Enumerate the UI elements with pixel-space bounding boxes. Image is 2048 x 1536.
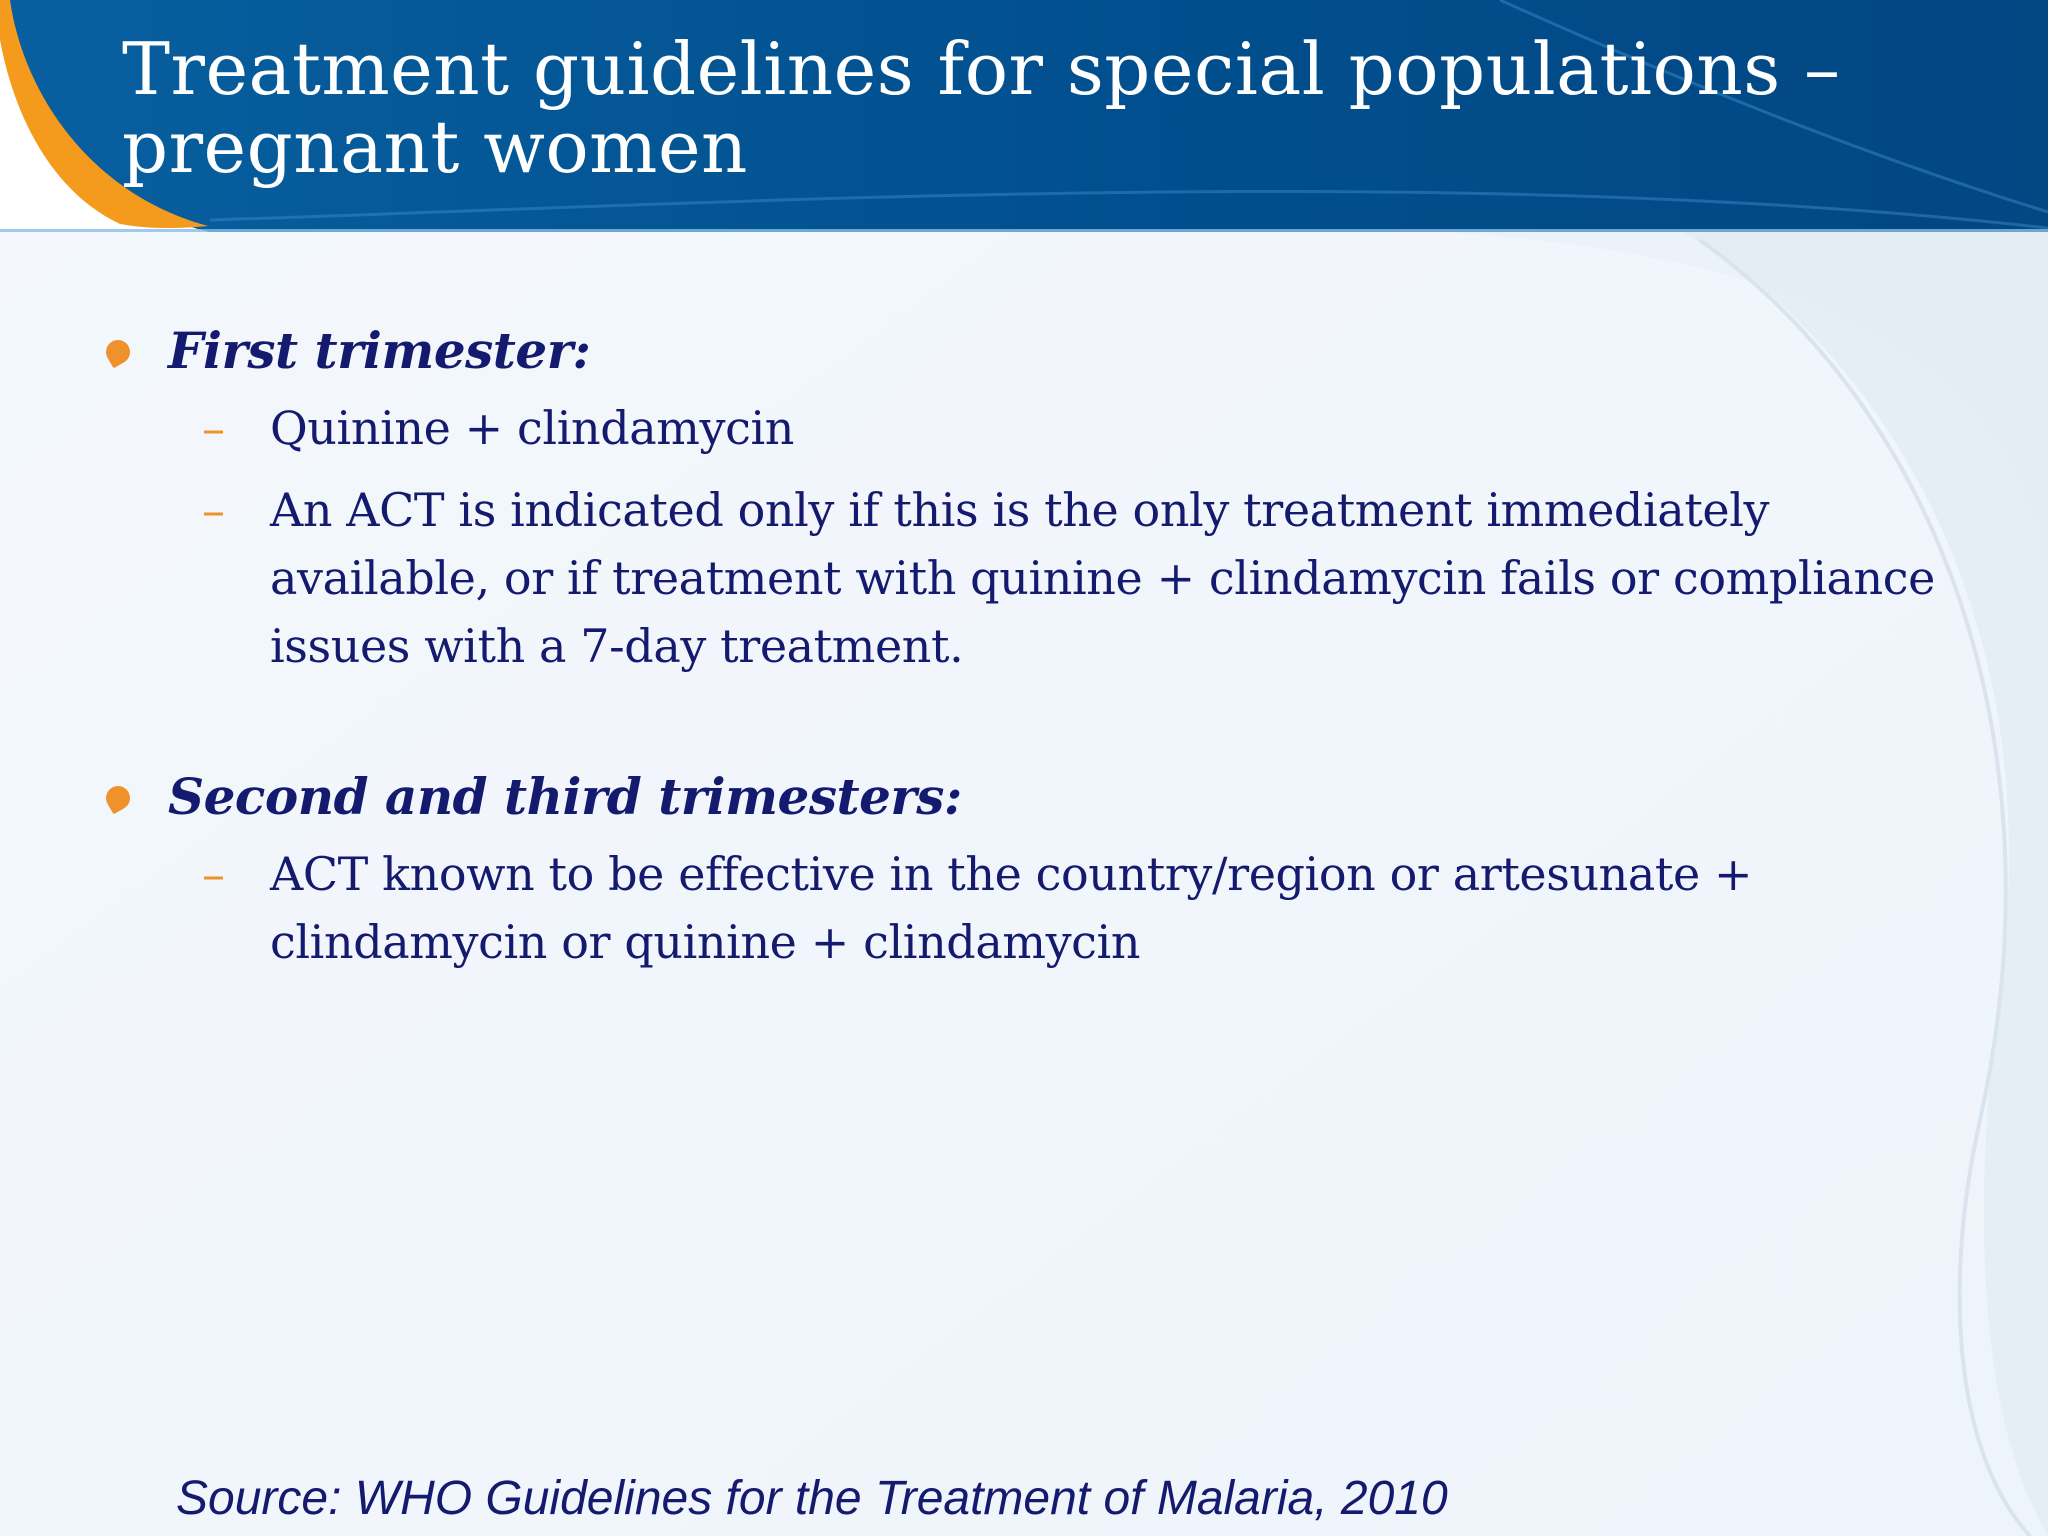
list-item: [168, 476, 1960, 680]
first-trimester-heading: First trimester:: [168, 321, 591, 380]
bullet-second-third-trimesters: [100, 762, 1960, 976]
dash-icon: –: [202, 847, 225, 901]
second-third-trimesters-heading: Second and third trimesters:: [168, 767, 962, 826]
list-item-text: ACT known to be effective in the country/region or artesunate + clindamycin or quinine + clindamycin: [270, 847, 1753, 969]
second-third-trimesters-list: [168, 840, 1960, 976]
slide-title: Treatment guidelines for special populations –pregnant women: [122, 27, 1841, 189]
source-citation: Source: WHO Guidelines for the Treatment of Malaria, 2010: [176, 1472, 1448, 1525]
dash-icon: –: [202, 483, 225, 537]
bullet-dot-icon: [102, 782, 135, 815]
first-trimester-list: [168, 394, 1960, 680]
list-item: [168, 394, 1960, 462]
bullet-dot-icon: [102, 336, 135, 369]
list-item-text: Quinine + clindamycin: [270, 401, 795, 455]
list-item: [168, 840, 1960, 976]
bullet-first-trimester: [100, 316, 1960, 680]
dash-icon: –: [202, 401, 225, 455]
slide-content: [100, 316, 1960, 976]
list-item-text: An ACT is indicated only if this is the only treatment immediately available, or if treatment with quinine + clindamycin fails or compliance issues with a 7-day treatment.: [270, 483, 1935, 673]
